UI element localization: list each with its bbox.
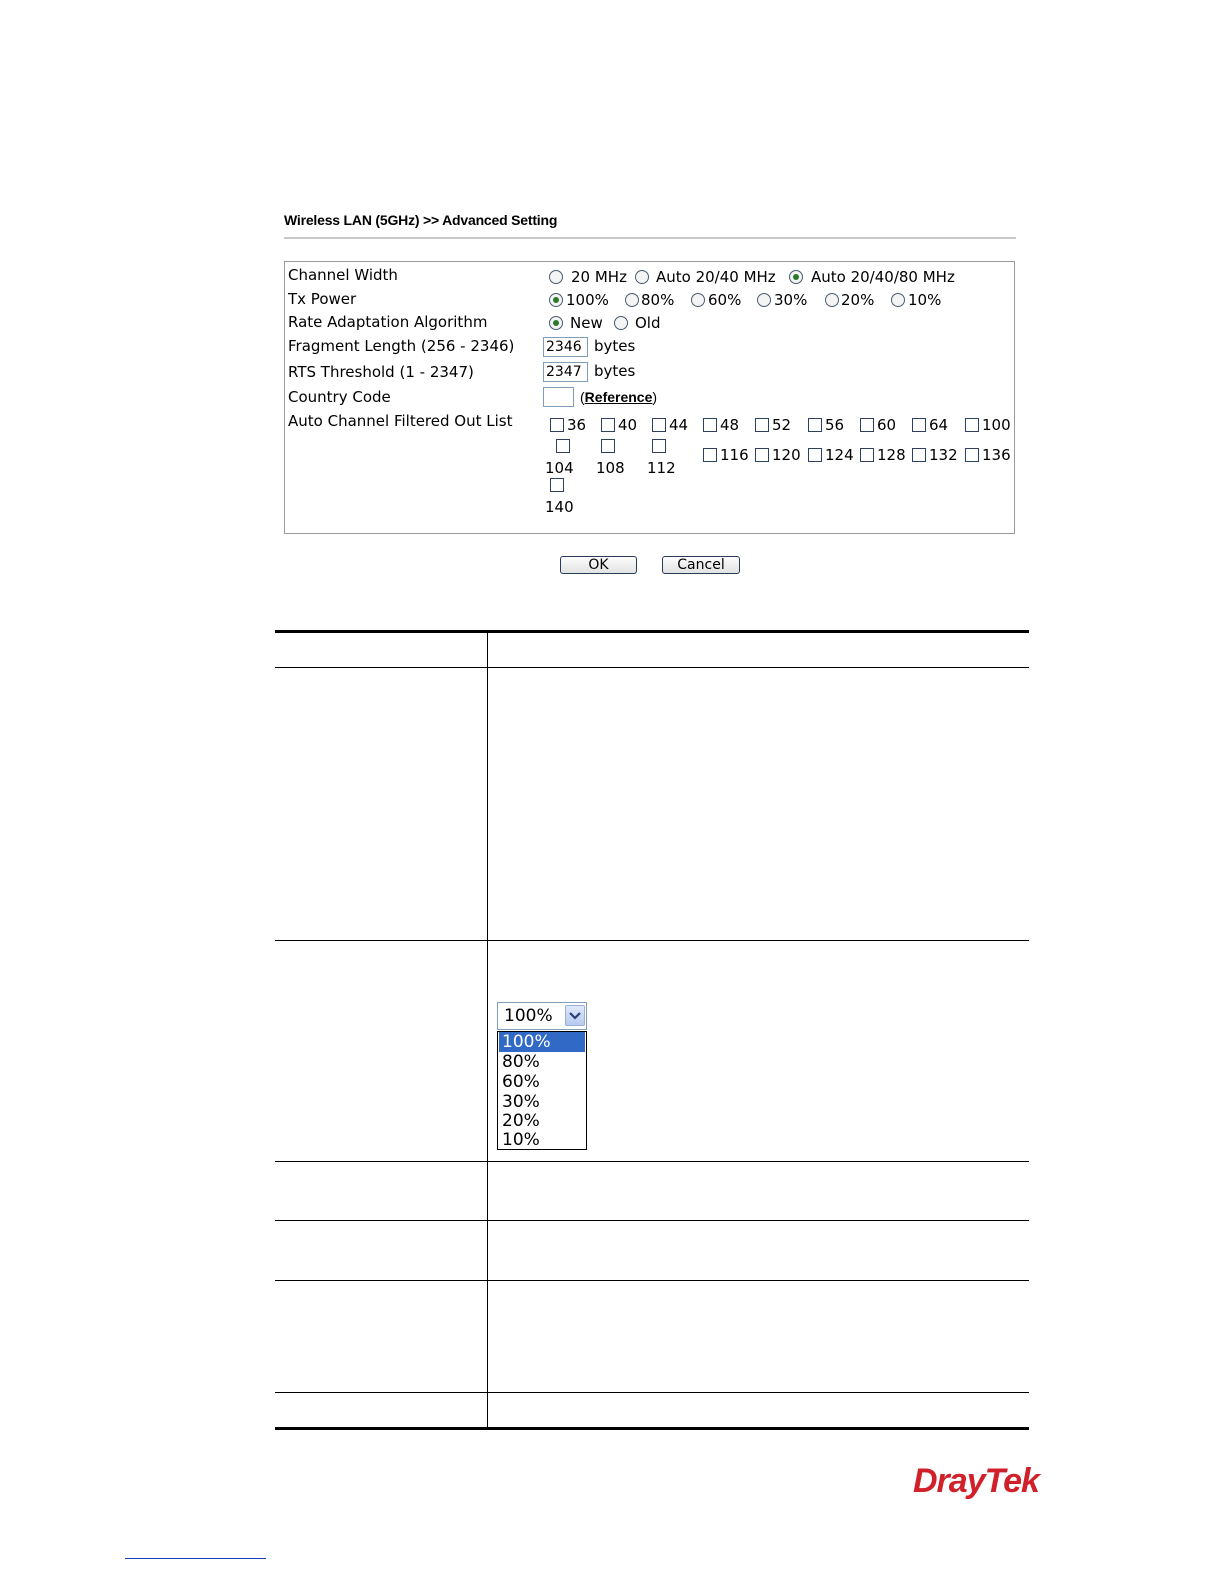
dropdown-option-60[interactable]: 60% — [502, 1072, 540, 1092]
channel-checkbox-100[interactable] — [965, 416, 1011, 434]
country-code-input[interactable] — [543, 387, 574, 407]
dropdown-option-80[interactable]: 80% — [502, 1052, 540, 1072]
tx-power-label: Tx Power — [288, 290, 357, 308]
checkbox[interactable] — [755, 418, 769, 432]
option-label: New — [570, 314, 603, 332]
tx-power-option-80[interactable] — [625, 291, 674, 309]
radio-button[interactable] — [691, 293, 705, 307]
table-column-divider — [487, 632, 488, 1429]
channel-label: 64 — [929, 416, 949, 434]
checkbox[interactable] — [601, 439, 615, 453]
cancel-button[interactable]: Cancel — [662, 556, 740, 574]
channel-checkbox-116[interactable] — [703, 446, 749, 464]
table-header-divider — [275, 667, 1029, 668]
table-top-border — [275, 630, 1029, 633]
radio-button[interactable] — [825, 293, 839, 307]
dropdown-option-100[interactable]: 100% — [499, 1032, 585, 1052]
tx-power-option-60[interactable] — [691, 291, 741, 309]
channel-checkbox-40[interactable] — [601, 416, 637, 434]
tx-power-dropdown-list — [497, 1031, 587, 1150]
channel-width-option-auto-20-40[interactable] — [635, 268, 776, 286]
channel-checkbox-52[interactable] — [755, 416, 791, 434]
fragment-length-label: Fragment Length (256 - 2346) — [288, 337, 515, 355]
tx-power-option-10[interactable] — [891, 291, 941, 309]
option-label: 100% — [566, 291, 609, 309]
checkbox[interactable] — [912, 418, 926, 432]
option-label: 60% — [708, 291, 742, 309]
checkbox[interactable] — [755, 448, 769, 462]
channel-label: 108 — [596, 459, 625, 477]
option-label: 20% — [841, 291, 875, 309]
channel-label: 40 — [618, 416, 638, 434]
page-title: Wireless LAN (5GHz) >> Advanced Setting — [284, 212, 558, 228]
channel-label: 104 — [545, 459, 574, 477]
channel-width-label: Channel Width — [288, 266, 398, 284]
option-label: Old — [635, 314, 661, 332]
channel-checkbox-140[interactable] — [545, 477, 575, 516]
channel-label: 112 — [647, 459, 676, 477]
channel-checkbox-108[interactable] — [596, 438, 626, 477]
checkbox[interactable] — [965, 448, 979, 462]
channel-checkbox-132[interactable] — [912, 446, 958, 464]
checkbox[interactable] — [808, 448, 822, 462]
paren-close: ) — [652, 389, 658, 405]
channel-checkbox-112[interactable] — [647, 438, 677, 477]
tx-power-option-100[interactable] — [549, 291, 609, 309]
option-label: Auto 20/40/80 MHz — [811, 268, 955, 286]
option-label: 20 MHz — [571, 268, 627, 286]
checkbox[interactable] — [652, 439, 666, 453]
fragment-length-unit: bytes — [594, 337, 636, 355]
option-label: Auto 20/40 MHz — [656, 268, 776, 286]
dropdown-option-30[interactable]: 30% — [502, 1092, 540, 1112]
radio-button[interactable] — [625, 293, 639, 307]
checkbox[interactable] — [556, 439, 570, 453]
channel-label: 120 — [772, 446, 801, 464]
table-row-divider — [275, 1280, 1029, 1281]
radio-button-selected[interactable] — [549, 316, 563, 330]
channel-label: 124 — [825, 446, 854, 464]
radio-button[interactable] — [614, 316, 628, 330]
channel-checkbox-44[interactable] — [652, 416, 688, 434]
checkbox[interactable] — [703, 418, 717, 432]
channel-label: 52 — [772, 416, 792, 434]
footer-rule — [125, 1558, 266, 1559]
table-bottom-border — [275, 1427, 1029, 1430]
channel-label: 44 — [669, 416, 689, 434]
channel-checkbox-128[interactable] — [860, 446, 906, 464]
checkbox[interactable] — [912, 448, 926, 462]
channel-label: 100 — [982, 416, 1011, 434]
channel-checkbox-56[interactable] — [808, 416, 844, 434]
reference-link[interactable]: Reference — [584, 389, 653, 405]
checkbox[interactable] — [550, 418, 564, 432]
channel-label: 36 — [567, 416, 587, 434]
channel-width-option-20mhz[interactable] — [549, 268, 627, 286]
dropdown-option-10[interactable]: 10% — [502, 1130, 540, 1150]
channel-checkbox-104[interactable] — [545, 438, 575, 477]
radio-button[interactable] — [891, 293, 905, 307]
channel-checkbox-36[interactable] — [550, 416, 586, 434]
channel-label: 132 — [929, 446, 958, 464]
channel-label: 48 — [720, 416, 740, 434]
country-code-label: Country Code — [288, 388, 391, 406]
channel-checkbox-60[interactable] — [860, 416, 896, 434]
radio-button[interactable] — [635, 270, 649, 284]
channel-label: 140 — [545, 498, 574, 516]
tx-power-option-20[interactable] — [825, 291, 874, 309]
checkbox[interactable] — [965, 418, 979, 432]
rate-adaptation-option-old[interactable] — [614, 314, 661, 332]
option-label: 10% — [908, 291, 942, 309]
reference-link-group — [580, 389, 657, 405]
checkbox[interactable] — [860, 418, 874, 432]
rts-threshold-input[interactable]: 2347 — [543, 362, 588, 382]
title-divider — [284, 237, 1016, 239]
checkbox[interactable] — [860, 448, 874, 462]
channel-checkbox-124[interactable] — [808, 446, 854, 464]
option-label: 30% — [774, 291, 808, 309]
draytek-logo: DrayTek — [913, 1462, 1039, 1500]
channel-width-option-auto-20-40-80[interactable] — [789, 268, 955, 286]
tx-power-select-value: 100% — [504, 1006, 553, 1026]
rate-adaptation-option-new[interactable] — [549, 314, 603, 332]
radio-button[interactable] — [757, 293, 771, 307]
paren-open: ( — [580, 389, 585, 405]
channel-label: 60 — [877, 416, 897, 434]
channel-label: 116 — [720, 446, 749, 464]
ok-button[interactable]: OK — [560, 556, 637, 574]
radio-button-selected[interactable] — [549, 293, 563, 307]
channel-label: 136 — [982, 446, 1011, 464]
checkbox[interactable] — [652, 418, 666, 432]
checkbox[interactable] — [601, 418, 615, 432]
rate-adaptation-label: Rate Adaptation Algorithm — [288, 313, 488, 331]
table-row-divider — [275, 1392, 1029, 1393]
radio-button-selected[interactable] — [789, 270, 803, 284]
rts-threshold-label: RTS Threshold (1 - 2347) — [288, 363, 474, 381]
checkbox[interactable] — [808, 418, 822, 432]
channel-label: 128 — [877, 446, 906, 464]
channel-checkbox-64[interactable] — [912, 416, 948, 434]
channel-checkbox-136[interactable] — [965, 446, 1011, 464]
checkbox[interactable] — [550, 478, 564, 492]
checkbox[interactable] — [703, 448, 717, 462]
radio-button[interactable] — [549, 270, 563, 284]
channel-checkbox-48[interactable] — [703, 416, 739, 434]
table-row-divider — [275, 940, 1029, 941]
fragment-length-input[interactable]: 2346 — [543, 337, 588, 357]
dropdown-option-20[interactable]: 20% — [502, 1111, 540, 1131]
table-row-divider — [275, 1220, 1029, 1221]
table-row-divider — [275, 1161, 1029, 1162]
option-label: 80% — [641, 291, 675, 309]
tx-power-option-30[interactable] — [757, 291, 807, 309]
channel-label: 56 — [825, 416, 845, 434]
chevron-down-icon[interactable] — [565, 1005, 585, 1026]
rts-threshold-unit: bytes — [594, 362, 636, 380]
channel-checkbox-120[interactable] — [755, 446, 801, 464]
auto-channel-label: Auto Channel Filtered Out List — [288, 412, 513, 430]
